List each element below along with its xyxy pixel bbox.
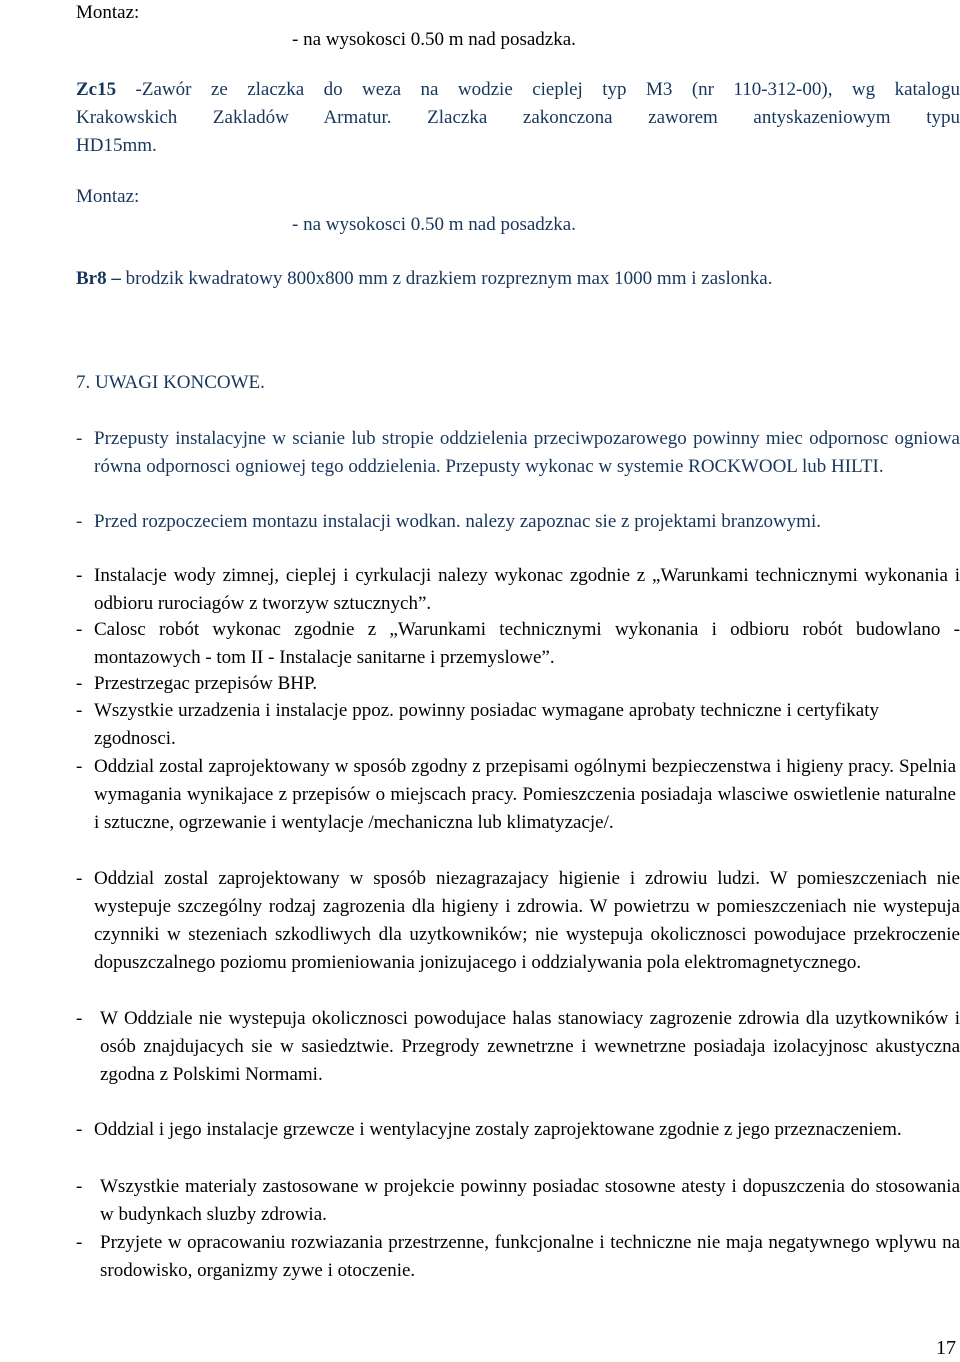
remark-text: Oddzial i jego instalacje grzewcze i wentylacyjne zostaly zaprojektowane zgodnie z jego przeznaczeniem.: [94, 1119, 902, 1140]
br8-code: Br8 –: [76, 268, 121, 289]
remark-item: - Przepusty instalacyjne w scianie lub stropie oddzielenia przeciwpozarowego powinny miec odpornosc ogniowa równa odpornosci ogniowej tego oddzielenia. Przepusty wykonac w systemie ROCKWOOL lub HILTI.: [76, 425, 960, 481]
remark-item: - Przestrzegac przepisów BHP.: [76, 670, 960, 698]
zc15-line-2: Krakowskich Zakladów Armatur. Zlaczka zakonczona zaworem antyskazeniowym typu: [76, 107, 960, 128]
remark-text: Przed rozpoczeciem montazu instalacji wodkan. nalezy zapoznac sie z projektami branzowymi.: [94, 511, 821, 532]
remark-text: Instalacje wody zimnej, cieplej i cyrkulacji nalezy wykonac zgodnie z „Warunkami technicznymi wykonania i odbioru rurociagów z tworzyw sztucznych”.: [94, 565, 960, 614]
page-number: 17: [936, 1337, 956, 1359]
zc15-text-1: -Zawór ze zlaczka do weza na wodzie cieplej typ M3 (nr 110-312-00), wg katalogu: [116, 79, 960, 100]
montaz-label-2: Montaz:: [76, 186, 140, 207]
remark-text: Wszystkie materialy zastosowane w projekcie powinny posiadac stosowne atesty i dopuszczenia do stosowania w budynkach sluzby zdrowia.: [100, 1176, 960, 1225]
br8-line: [76, 265, 773, 293]
remark-item: - Przed rozpoczeciem montazu instalacji wodkan. nalezy zapoznac sie z projektami branzowymi.: [76, 508, 960, 536]
zc15-line-1: [76, 76, 960, 104]
section-heading: 7. UWAGI KONCOWE.: [76, 372, 265, 393]
remark-text: Wszystkie urzadzenia i instalacje ppoz. powinny posiadac wymagane aprobaty techniczne i certyfikaty zgodnosci.: [94, 700, 879, 749]
remark-text: Przestrzegac przepisów BHP.: [94, 673, 318, 694]
remark-text: Przyjete w opracowaniu rozwiazania przestrzenne, funkcjonalne i techniczne nie maja negatywnego wplywu na srodowisko, organizmy zywe i otoczenie.: [100, 1232, 960, 1281]
remark-text: Oddzial zostal zaprojektowany w sposób zgodny z przepisami ogólnymi bezpieczenstwa i higieny pracy. Spelnia wymagania wynikajace z przepisów o miejscach pracy. Pomieszczenia posiadaja wlasciwe oswietlenie naturalne i sztuczne, ogrzewanie i wentylacje /mechaniczna lub klimatyzacje/.: [94, 756, 956, 833]
remark-item: - Wszystkie urzadzenia i instalacje ppoz. powinny posiadac wymagane aprobaty techniczne i certyfikaty zgodnosci.: [76, 697, 960, 753]
montaz-height-2: - na wysokosci 0.50 m nad posadzka.: [292, 214, 576, 235]
remark-item: - Instalacje wody zimnej, cieplej i cyrkulacji nalezy wykonac zgodnie z „Warunkami technicznymi wykonania i odbioru rurociagów z tworzyw sztucznych”.: [76, 562, 960, 618]
remark-text: Przepusty instalacyjne w scianie lub stropie oddzielenia przeciwpozarowego powinny miec odpornosc ogniowa równa odpornosci ogniowej tego oddzielenia. Przepusty wykonac w systemie ROCKWOOL lub HILTI.: [94, 428, 960, 477]
remark-text: Oddzial zostal zaprojektowany w sposób niezagrazajacy higienie i zdrowiu ludzi. W pomieszczeniach nie wystepuje szczególny rodzaj zagrozenia dla higieny i zdrowia. W powietrzu w pomieszczeniach nie wystepuja czynniki w stezeniach szkodliwych dla uzytkowników; nie wystepuja okolicznosci powodujace przekroczenie dopuszczalnego poziomu promieniowania jonizujacego i oddzialywania pola elektromagnetycznego.: [94, 868, 960, 973]
remark-text: W Oddziale nie wystepuja okolicznosci powodujace halas stanowiacy zagrozenie zdrowia dla uzytkowników i osób znajdujacych sie w sasiedztwie. Przegrody zewnetrzne i wewnetrzne posiadaja izolacyjnosc akustyczna zgodna z Polskimi Normami.: [100, 1008, 960, 1085]
remark-item: - Przyjete w opracowaniu rozwiazania przestrzenne, funkcjonalne i techniczne nie maja negatywnego wplywu na srodowisko, organizmy zywe i otoczenie.: [76, 1229, 960, 1285]
remark-item: - Oddzial zostal zaprojektowany w sposób zgodny z przepisami ogólnymi bezpieczenstwa i higieny pracy. Spelnia wymagania wynikajace z przepisów o miejscach pracy. Pomieszczenia posiadaja wlasciwe oswietlenie naturalne i sztuczne, ogrzewanie i wentylacje /mechaniczna lub klimatyzacje/.: [76, 753, 960, 837]
remark-text: Calosc robót wykonac zgodnie z „Warunkami technicznymi wykonania i odbioru robót budowlano - montazowych - tom II - Instalacje sanitarne i przemyslowe”.: [94, 619, 960, 668]
zc15-line-3: HD15mm.: [76, 135, 157, 156]
montaz-label-1: Montaz:: [76, 2, 140, 23]
zc15-code: Zc15: [76, 79, 117, 100]
br8-text: brodzik kwadratowy 800x800 mm z drazkiem rozpreznym max 1000 mm i zaslonka.: [120, 268, 773, 289]
montaz-height-1: - na wysokosci 0.50 m nad posadzka.: [292, 29, 576, 50]
remark-item: - Oddzial zostal zaprojektowany w sposób niezagrazajacy higienie i zdrowiu ludzi. W pomieszczeniach nie wystepuje szczególny rodzaj zagrozenia dla higieny i zdrowia. W powietrzu w pomieszczeniach nie wystepuja czynniki w stezeniach szkodliwych dla uzytkowników; nie wystepuja okolicznosci powodujace przekroczenie dopuszczalnego poziomu promieniowania jonizujacego i oddzialywania pola elektromagnetycznego.: [76, 865, 960, 977]
remark-item: - W Oddziale nie wystepuja okolicznosci powodujace halas stanowiacy zagrozenie zdrowia dla uzytkowników i osób znajdujacych sie w sasiedztwie. Przegrody zewnetrzne i wewnetrzne posiadaja izolacyjnosc akustyczna zgodna z Polskimi Normami.: [76, 1005, 960, 1089]
remark-item: - Calosc robót wykonac zgodnie z „Warunkami technicznymi wykonania i odbioru robót budowlano - montazowych - tom II - Instalacje sanitarne i przemyslowe”.: [76, 616, 960, 672]
remark-item: - Oddzial i jego instalacje grzewcze i wentylacyjne zostaly zaprojektowane zgodnie z jego przeznaczeniem.: [76, 1116, 960, 1144]
remark-item: - Wszystkie materialy zastosowane w projekcie powinny posiadac stosowne atesty i dopuszczenia do stosowania w budynkach sluzby zdrowia.: [76, 1173, 960, 1229]
